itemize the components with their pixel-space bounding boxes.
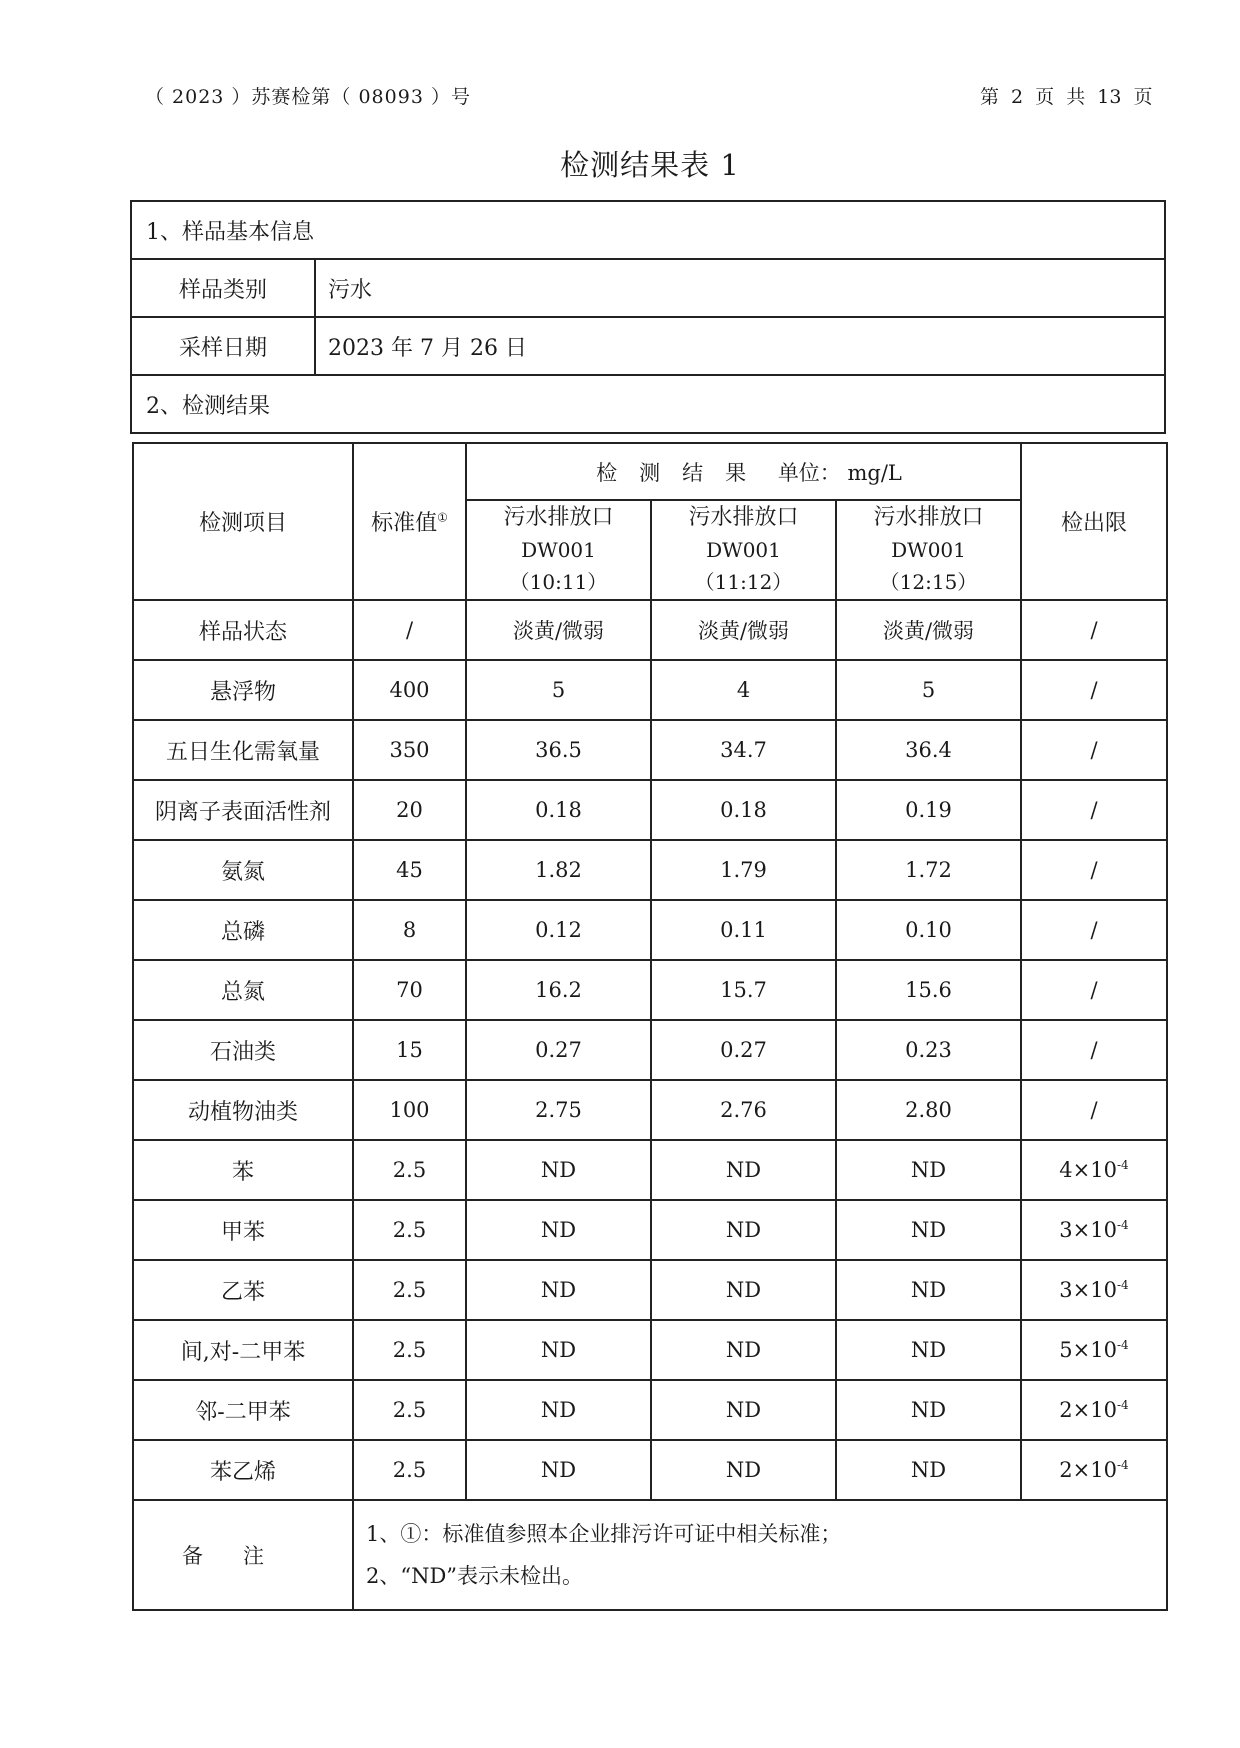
cell-standard: 350 xyxy=(353,720,466,780)
page-title: 检测结果表 1 xyxy=(560,148,740,182)
cell-item: 甲苯 xyxy=(133,1200,353,1260)
sample-basic-info-table xyxy=(130,200,1166,434)
table-row xyxy=(133,1380,1167,1440)
cell-point-3: 2.80 xyxy=(836,1080,1021,1140)
section-title-results: 2、检测结果 xyxy=(131,375,1165,433)
cell-standard: 45 xyxy=(353,840,466,900)
cell-point-3: ND xyxy=(836,1380,1021,1440)
cell-point-1: 0.12 xyxy=(466,900,651,960)
cell-standard: 2.5 xyxy=(353,1320,466,1380)
cell-detection-limit: / xyxy=(1021,780,1167,840)
cell-point-3: 15.6 xyxy=(836,960,1021,1020)
cell-item: 苯 xyxy=(133,1140,353,1200)
cell-standard: 100 xyxy=(353,1080,466,1140)
cell-detection-limit: $4\times 10^{-4}$ xyxy=(1021,1140,1167,1200)
cell-point-1: 1.82 xyxy=(466,840,651,900)
cell-detection-limit: / xyxy=(1021,960,1167,1020)
cell-point-2: 0.18 xyxy=(651,780,836,840)
cell-point-1: 16.2 xyxy=(466,960,651,1020)
cell-point-3: 36.4 xyxy=(836,720,1021,780)
cell-point-1: 2.75 xyxy=(466,1080,651,1140)
cell-point-1: 36.5 xyxy=(466,720,651,780)
cell-point-2: ND xyxy=(651,1260,836,1320)
cell-detection-limit: / xyxy=(1021,900,1167,960)
cell-point-2: 34.7 xyxy=(651,720,836,780)
cell-detection-limit: $5\times 10^{-4}$ xyxy=(1021,1320,1167,1380)
results-table xyxy=(132,442,1168,1611)
cell-point-2: 1.79 xyxy=(651,840,836,900)
table-row xyxy=(133,1080,1167,1140)
cell-point-3: ND xyxy=(836,1140,1021,1200)
notes-label: 备注 xyxy=(133,1500,353,1610)
cell-standard: 8 xyxy=(353,900,466,960)
cell-point-1: ND xyxy=(466,1440,651,1500)
cell-item: 样品状态 xyxy=(133,600,353,660)
cell-detection-limit: / xyxy=(1021,720,1167,780)
notes-row xyxy=(133,1500,1167,1610)
cell-point-3: 淡黄/微弱 xyxy=(836,600,1021,660)
note-line: 2、“ND”表示未检出。 xyxy=(366,1564,584,1588)
cell-item: 五日生化需氧量 xyxy=(133,720,353,780)
cell-detection-limit: $3\times 10^{-4}$ xyxy=(1021,1260,1167,1320)
cell-point-2: 4 xyxy=(651,660,836,720)
table-row xyxy=(133,840,1167,900)
cell-point-3: ND xyxy=(836,1440,1021,1500)
sample-type-value: 污水 xyxy=(315,259,1165,317)
cell-point-3: 5 xyxy=(836,660,1021,720)
cell-point-1: 0.27 xyxy=(466,1020,651,1080)
cell-detection-limit: / xyxy=(1021,1020,1167,1080)
note-line: 1、①：标准值参照本企业排污许可证中相关标准； xyxy=(366,1522,842,1546)
header-results: 检 测 结 果 单位： mg/L xyxy=(466,443,1021,500)
table-row xyxy=(133,1140,1167,1200)
cell-standard: 2.5 xyxy=(353,1260,466,1320)
cell-point-3: 1.72 xyxy=(836,840,1021,900)
cell-point-1: 5 xyxy=(466,660,651,720)
cell-point-3: ND xyxy=(836,1200,1021,1260)
cell-standard: 20 xyxy=(353,780,466,840)
cell-detection-limit: $2\times 10^{-4}$ xyxy=(1021,1380,1167,1440)
table-row xyxy=(133,1440,1167,1500)
cell-point-2: 0.11 xyxy=(651,900,836,960)
cell-detection-limit: / xyxy=(1021,600,1167,660)
cell-point-2: 15.7 xyxy=(651,960,836,1020)
cell-detection-limit: / xyxy=(1021,840,1167,900)
cell-item: 氨氮 xyxy=(133,840,353,900)
cell-point-2: ND xyxy=(651,1140,836,1200)
cell-item: 石油类 xyxy=(133,1020,353,1080)
cell-item: 间,对-二甲苯 xyxy=(133,1320,353,1380)
cell-point-2: 淡黄/微弱 xyxy=(651,600,836,660)
cell-point-3: ND xyxy=(836,1260,1021,1320)
header-standard: 标准值① xyxy=(353,443,466,600)
cell-detection-limit: $3\times 10^{-4}$ xyxy=(1021,1200,1167,1260)
cell-standard: 2.5 xyxy=(353,1200,466,1260)
cell-point-3: 0.10 xyxy=(836,900,1021,960)
cell-detection-limit: $2\times 10^{-4}$ xyxy=(1021,1440,1167,1500)
cell-item: 邻-二甲苯 xyxy=(133,1380,353,1440)
cell-standard: / xyxy=(353,600,466,660)
cell-point-2: ND xyxy=(651,1440,836,1500)
table-row xyxy=(133,1020,1167,1080)
table-row xyxy=(133,600,1167,660)
cell-point-1: ND xyxy=(466,1380,651,1440)
cell-item: 乙苯 xyxy=(133,1260,353,1320)
header-point-1: 污水排放口 DW001 （10:11） xyxy=(466,500,651,600)
cell-item: 苯乙烯 xyxy=(133,1440,353,1500)
cell-point-2: ND xyxy=(651,1320,836,1380)
page-indicator: 第 2 页 共 13 页 xyxy=(980,86,1153,108)
cell-standard: 400 xyxy=(353,660,466,720)
table-row xyxy=(133,900,1167,960)
table-row xyxy=(133,660,1167,720)
cell-item: 总磷 xyxy=(133,900,353,960)
table-row xyxy=(133,780,1167,840)
header-unit: 单位： mg/L xyxy=(777,460,902,485)
cell-standard: 2.5 xyxy=(353,1140,466,1200)
sample-date-value: 2023 年 7 月 26 日 xyxy=(315,317,1165,375)
header-detection-limit: 检出限 xyxy=(1021,443,1167,600)
cell-point-1: ND xyxy=(466,1260,651,1320)
cell-point-2: ND xyxy=(651,1200,836,1260)
cell-point-1: 淡黄/微弱 xyxy=(466,600,651,660)
cell-point-1: 0.18 xyxy=(466,780,651,840)
cell-point-3: 0.23 xyxy=(836,1020,1021,1080)
cell-point-2: 0.27 xyxy=(651,1020,836,1080)
notes-content xyxy=(353,1500,1167,1610)
cell-point-3: ND xyxy=(836,1320,1021,1380)
report-number: （ 2023 ）苏赛检第（ 08093 ）号 xyxy=(145,86,471,108)
cell-point-1: ND xyxy=(466,1140,651,1200)
table-row xyxy=(133,1260,1167,1320)
table-row xyxy=(133,960,1167,1020)
cell-detection-limit: / xyxy=(1021,660,1167,720)
header-point-2: 污水排放口 DW001 （11:12） xyxy=(651,500,836,600)
cell-standard: 2.5 xyxy=(353,1380,466,1440)
cell-item: 阴离子表面活性剂 xyxy=(133,780,353,840)
table-row xyxy=(133,1320,1167,1380)
cell-detection-limit: / xyxy=(1021,1080,1167,1140)
header-item: 检测项目 xyxy=(133,443,353,600)
table-row xyxy=(133,720,1167,780)
cell-item: 动植物油类 xyxy=(133,1080,353,1140)
sample-type-label: 样品类别 xyxy=(131,259,315,317)
cell-item: 总氮 xyxy=(133,960,353,1020)
cell-point-2: 2.76 xyxy=(651,1080,836,1140)
header-point-3: 污水排放口 DW001 （12:15） xyxy=(836,500,1021,600)
section-title-basic-info: 1、样品基本信息 xyxy=(131,201,1165,259)
sample-date-label: 采样日期 xyxy=(131,317,315,375)
cell-point-1: ND xyxy=(466,1200,651,1260)
cell-standard: 15 xyxy=(353,1020,466,1080)
cell-standard: 70 xyxy=(353,960,466,1020)
cell-point-1: ND xyxy=(466,1320,651,1380)
table-row xyxy=(133,1200,1167,1260)
cell-item: 悬浮物 xyxy=(133,660,353,720)
cell-point-2: ND xyxy=(651,1380,836,1440)
cell-point-3: 0.19 xyxy=(836,780,1021,840)
cell-standard: 2.5 xyxy=(353,1440,466,1500)
